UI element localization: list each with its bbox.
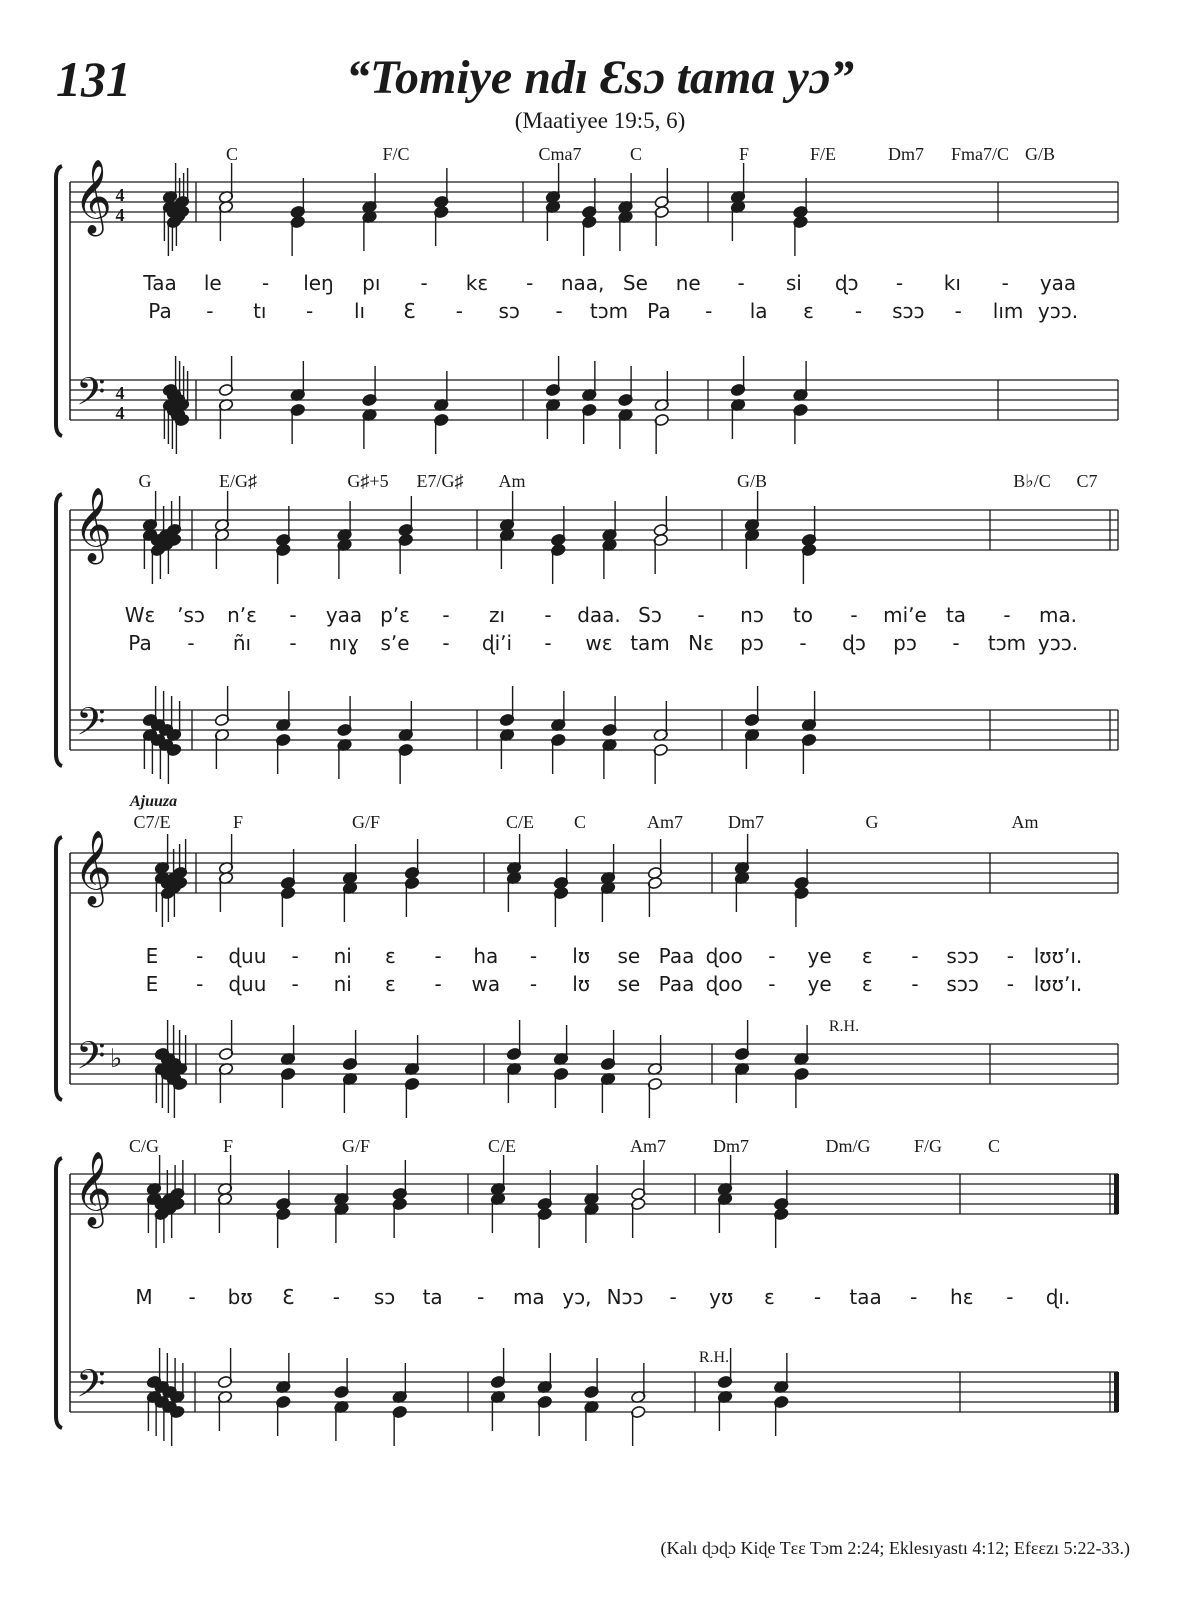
system-1-chord-symbol: F/E bbox=[809, 144, 837, 164]
system-2-verse-2-syllable: Pa bbox=[128, 631, 152, 655]
system-3-tempo-marking: Ajuuza bbox=[130, 793, 178, 810]
system-3-verse-1-syllable: - bbox=[196, 944, 204, 968]
system-2-verse-1-syllable: - bbox=[442, 603, 450, 627]
system-3-verse-1-syllable: - bbox=[434, 944, 442, 968]
system-1-bass-clef: 𝄢 bbox=[76, 369, 106, 423]
system-2-verse-2-syllable: pɔ bbox=[740, 631, 764, 655]
system-4-verse-1-syllable: yʊ bbox=[709, 1285, 734, 1309]
system-1-chord-symbol: C bbox=[629, 144, 643, 164]
system-4-chord-symbol: F/G bbox=[913, 1136, 943, 1156]
system-1-verse-1-syllable: - bbox=[737, 271, 745, 295]
system-2-verse-2-syllable: nıɣ bbox=[328, 631, 360, 655]
system-2-verse-2-syllable: yɔɔ. bbox=[1037, 631, 1079, 655]
system-4-bass-clef: 𝄢 bbox=[76, 1361, 106, 1415]
system-3-verse-1-syllable: ɛ bbox=[861, 944, 873, 968]
system-3-verse-2-syllable: se bbox=[617, 972, 641, 996]
system-3-verse-1-syllable: - bbox=[291, 944, 299, 968]
system-3-chord-symbol: G/F bbox=[351, 812, 381, 832]
system-3-verse-2-syllable: - bbox=[291, 972, 299, 996]
system-2-chord-symbol: B♭/C bbox=[1013, 471, 1051, 491]
system-3-chord-symbol: Am7 bbox=[647, 812, 683, 832]
system-4-verse-1-syllable: - bbox=[1006, 1285, 1014, 1309]
system-1-verse-1-syllable: leŋ bbox=[303, 271, 334, 295]
system-1-verse-2-syllable: tı bbox=[253, 299, 267, 323]
system-3-verse-1-syllable: Paa bbox=[658, 944, 695, 968]
system-2-verse-2-syllable: ɖiʼi bbox=[481, 631, 513, 655]
system-1-bracket bbox=[56, 166, 62, 436]
system-4-chord-symbol: C/E bbox=[487, 1136, 517, 1156]
system-1-bass-time-signature-bottom: 4 bbox=[115, 403, 125, 423]
system-3-verse-2-syllable: E bbox=[145, 972, 159, 996]
system-1-verse-2-syllable: sɔ bbox=[498, 299, 520, 323]
system-1-bass-time-signature-top: 4 bbox=[115, 383, 125, 403]
system-1-verse-2-syllable: - bbox=[954, 299, 962, 323]
system-3-verse-2-syllable: wa bbox=[471, 972, 501, 996]
system-1-verse-1-syllable: kɛ bbox=[465, 271, 489, 295]
system-4-verse-1-syllable: M bbox=[135, 1285, 153, 1309]
system-1-chord-symbol: C bbox=[225, 144, 239, 164]
system-1-verse-2-syllable: - bbox=[306, 299, 314, 323]
system-1-verse-1-syllable: si bbox=[785, 271, 802, 295]
system-4-verse-1-syllable: Nɔɔ bbox=[606, 1285, 644, 1309]
system-1-verse-1-syllable: - bbox=[262, 271, 270, 295]
system-3-verse-1-syllable: ye bbox=[807, 944, 832, 968]
system-4-chord-symbol: Dm7 bbox=[713, 1136, 749, 1156]
system-2-verse-1-syllable: nɔ bbox=[740, 603, 764, 627]
system-1-verse-2-syllable: ɛ bbox=[803, 299, 814, 323]
system-4-verse-1-syllable: sɔ bbox=[373, 1285, 396, 1309]
system-3-verse-2-syllable: - bbox=[434, 972, 442, 996]
system-4-chord-symbol: Am7 bbox=[630, 1136, 666, 1156]
system-1-verse-2-syllable: Ɛ bbox=[403, 299, 416, 323]
system-1-verse-1-syllable: - bbox=[420, 271, 428, 295]
system-4-verse-1-syllable: - bbox=[332, 1285, 341, 1309]
system-2-verse-2-syllable: wɛ bbox=[585, 631, 613, 655]
system-3-verse-2-syllable: lʊʊʼı. bbox=[1033, 972, 1083, 996]
system-2-chord-symbol: E7/G♯ bbox=[416, 471, 464, 491]
system-2-verse-1-syllable: - bbox=[1003, 603, 1011, 627]
system-4-verse-1-syllable: yɔ, bbox=[562, 1285, 592, 1309]
system-1-verse-1-syllable: kı bbox=[943, 271, 961, 295]
system-4-verse-1-syllable: - bbox=[669, 1285, 677, 1309]
system-2-verse-1-syllable: - bbox=[289, 603, 297, 627]
system-1-treble-time-signature-bottom: 4 bbox=[115, 205, 125, 225]
system-1-verse-1-syllable: Se bbox=[622, 271, 648, 295]
system-2-bracket bbox=[56, 494, 62, 766]
system-3-treble-clef: 𝄞 bbox=[74, 831, 112, 905]
system-2-verse-2-syllable: tam bbox=[630, 631, 670, 655]
system-3-chord-symbol: Dm7 bbox=[728, 812, 764, 832]
system-3-verse-2-syllable: lʊ bbox=[572, 972, 591, 996]
system-2-verse-2-syllable: ɖɔ bbox=[842, 631, 866, 655]
system-3-verse-1-syllable: sɔɔ bbox=[946, 944, 979, 968]
system-4-verse-1-syllable: ta bbox=[422, 1285, 443, 1309]
system-3-verse-1-syllable: - bbox=[1006, 944, 1014, 968]
system-1-verse-1-syllable: ɖɔ bbox=[834, 271, 859, 295]
system-4-treble-final-bar bbox=[1114, 1174, 1119, 1214]
system-3-chord-symbol: C7/E bbox=[133, 812, 171, 832]
system-4-right-hand-mark: R.H. bbox=[698, 1349, 730, 1366]
system-4-chord-symbol: C/G bbox=[128, 1136, 160, 1156]
system-3-verse-2-syllable: ni bbox=[333, 972, 352, 996]
system-3-verse-2-syllable: - bbox=[196, 972, 204, 996]
system-3-verse-2-syllable: - bbox=[1006, 972, 1014, 996]
system-2-verse-1-syllable: to bbox=[792, 603, 814, 627]
system-2-chord-symbol: G/B bbox=[736, 471, 768, 491]
system-3-verse-2-syllable: sɔɔ bbox=[946, 972, 979, 996]
system-3-bass-flat-accidental: ♭ bbox=[110, 1044, 123, 1074]
system-1-verse-2-syllable: - bbox=[206, 299, 214, 323]
system-2-verse-2-syllable: Nɛ bbox=[688, 631, 714, 655]
system-2-verse-1-syllable: Sɔ bbox=[638, 603, 662, 627]
system-3-verse-2-syllable: ye bbox=[807, 972, 832, 996]
system-1-verse-1-syllable: - bbox=[526, 271, 534, 295]
system-1-chord-symbol: G/B bbox=[1024, 144, 1056, 164]
hymn-number: 131 bbox=[56, 51, 131, 107]
system-3-verse-2-syllable: ɖoo bbox=[705, 972, 743, 996]
system-1-verse-2-syllable: lı bbox=[353, 299, 366, 323]
system-1-treble-time-signature-top: 4 bbox=[115, 185, 125, 205]
system-4-verse-1-syllable: - bbox=[188, 1285, 196, 1309]
system-3-verse-1-syllable: lʊ bbox=[572, 944, 591, 968]
system-1-verse-1-syllable: yaa bbox=[1039, 271, 1077, 295]
system-4-chord-symbol: C bbox=[987, 1136, 1001, 1156]
system-1-verse-2-syllable: lım bbox=[992, 299, 1024, 323]
system-2-verse-1-syllable: nʼɛ bbox=[227, 603, 257, 627]
system-2-verse-1-syllable: ʼsɔ bbox=[177, 603, 205, 627]
system-1-verse-1-syllable: - bbox=[1001, 271, 1009, 295]
footnote-references: (Kalı ɖɔɖɔ Kiɖe Tɛɛ Tɔm 2:24; Eklesıyastı 4:12; Efɛɛzı 5:22-33.) bbox=[660, 1538, 1130, 1558]
system-2-treble-clef: 𝄞 bbox=[74, 488, 112, 562]
system-1-verse-1-syllable: naa, bbox=[560, 271, 605, 295]
system-2-verse-1-syllable: zı bbox=[488, 603, 506, 627]
system-1-verse-2-syllable: - bbox=[455, 299, 463, 323]
system-1-chord-symbol: Fma7/C bbox=[950, 144, 1010, 164]
system-3-verse-1-syllable: - bbox=[911, 944, 919, 968]
system-4-verse-1-syllable: - bbox=[910, 1285, 918, 1309]
system-3-chord-symbol: C bbox=[573, 812, 587, 832]
system-2-verse-1-syllable: - bbox=[850, 603, 858, 627]
system-3-verse-2-syllable: ɖuu bbox=[228, 972, 267, 996]
system-4-verse-1-syllable: hɛ bbox=[950, 1285, 974, 1309]
system-2-verse-2-syllable: - bbox=[187, 631, 195, 655]
system-4-bass-final-bar bbox=[1114, 1372, 1119, 1412]
system-4-chord-symbol: Dm/G bbox=[825, 1136, 871, 1156]
system-1-verse-1-syllable: pı bbox=[362, 271, 381, 295]
system-4-bracket bbox=[56, 1158, 62, 1428]
system-2-verse-2-syllable: - bbox=[799, 631, 807, 655]
system-2-verse-1-syllable: yaa bbox=[325, 603, 363, 627]
system-2-chord-symbol: G bbox=[138, 471, 152, 491]
system-1-chord-symbol: Dm7 bbox=[888, 144, 924, 164]
system-1-verse-2-syllable: - bbox=[555, 299, 563, 323]
system-2-verse-2-syllable: - bbox=[289, 631, 297, 655]
system-2-verse-1-syllable: - bbox=[544, 603, 552, 627]
system-1-verse-2-syllable: - bbox=[705, 299, 713, 323]
system-1-verse-1-syllable: Taa bbox=[143, 271, 177, 295]
system-2-verse-2-syllable: ñı bbox=[232, 631, 252, 655]
system-2-verse-2-syllable: pɔ bbox=[893, 631, 917, 655]
system-4-treble-clef: 𝄞 bbox=[74, 1152, 112, 1226]
system-2-verse-2-syllable: - bbox=[544, 631, 552, 655]
system-1-treble-clef: 𝄞 bbox=[74, 160, 112, 234]
system-2-verse-1-syllable: Wɛ bbox=[124, 603, 156, 627]
system-3-verse-1-syllable: ɛ bbox=[385, 944, 396, 968]
system-1-verse-1-syllable: ne bbox=[675, 271, 701, 295]
system-3-bass-clef: 𝄢 bbox=[76, 1033, 106, 1087]
system-4-chord-symbol: F bbox=[222, 1136, 234, 1156]
system-3-verse-1-syllable: ɖuu bbox=[228, 944, 267, 968]
system-3-verse-1-syllable: ni bbox=[333, 944, 352, 968]
system-1-verse-2-syllable: Pa bbox=[647, 299, 671, 323]
system-2-chord-symbol: Am bbox=[498, 471, 526, 491]
system-3-verse-2-syllable: Paa bbox=[658, 972, 695, 996]
system-2-bass-clef: 𝄢 bbox=[76, 699, 106, 753]
system-3-verse-1-syllable: ha bbox=[473, 944, 499, 968]
system-4-verse-1-syllable: ma bbox=[512, 1285, 545, 1309]
system-1-verse-2-syllable: tɔm bbox=[589, 299, 629, 323]
system-3-right-hand-mark: R.H. bbox=[828, 1018, 860, 1035]
system-1-verse-1-syllable: le bbox=[203, 271, 222, 295]
system-3-verse-1-syllable: - bbox=[529, 944, 538, 968]
system-3-chord-symbol: F bbox=[232, 812, 244, 832]
system-2-verse-2-syllable: tɔm bbox=[987, 631, 1027, 655]
system-1-verse-2-syllable: la bbox=[749, 299, 768, 323]
system-2-chord-symbol: C7 bbox=[1076, 471, 1098, 491]
system-4-verse-1-syllable: ɛ bbox=[763, 1285, 775, 1309]
system-1-verse-1-syllable: - bbox=[895, 271, 904, 295]
system-4-verse-1-syllable: bʊ bbox=[227, 1285, 253, 1309]
system-2-verse-2-syllable: - bbox=[442, 631, 450, 655]
system-1-verse-2-syllable: yɔɔ. bbox=[1037, 299, 1079, 323]
system-4-verse-1-syllable: - bbox=[477, 1285, 485, 1309]
system-3-verse-2-syllable: - bbox=[768, 972, 776, 996]
system-4-verse-1-syllable: taa bbox=[849, 1285, 882, 1309]
system-1-chord-symbol: F bbox=[738, 144, 750, 164]
system-2-verse-1-syllable: ta bbox=[945, 603, 967, 627]
system-3-verse-1-syllable: - bbox=[768, 944, 776, 968]
system-1-verse-2-syllable: - bbox=[854, 299, 863, 323]
system-3-verse-1-syllable: E bbox=[145, 944, 159, 968]
system-3-verse-2-syllable: - bbox=[529, 972, 538, 996]
system-4-verse-1-syllable: ɖı. bbox=[1045, 1285, 1071, 1309]
system-2-chord-symbol: E/G♯ bbox=[219, 471, 257, 491]
system-1-verse-2-syllable: Pa bbox=[148, 299, 172, 323]
system-4-chord-symbol: G/F bbox=[341, 1136, 371, 1156]
system-2-verse-1-syllable: miʼe bbox=[883, 603, 927, 627]
system-2-verse-2-syllable: - bbox=[952, 631, 960, 655]
system-2-verse-1-syllable: pʼɛ bbox=[380, 603, 410, 627]
scripture-reference: (Maatiyee 19:5, 6) bbox=[514, 108, 686, 133]
system-3-chord-symbol: Am bbox=[1011, 812, 1039, 832]
system-3-verse-2-syllable: - bbox=[911, 972, 919, 996]
system-3-chord-symbol: G bbox=[865, 812, 879, 832]
system-2-verse-1-syllable: ma. bbox=[1038, 603, 1078, 627]
system-3-chord-symbol: C/E bbox=[505, 812, 535, 832]
system-2-verse-1-syllable: - bbox=[697, 603, 705, 627]
system-3-bracket bbox=[56, 837, 62, 1100]
system-3-verse-2-syllable: ɛ bbox=[861, 972, 873, 996]
system-4-verse-1-syllable: Ɛ bbox=[282, 1285, 295, 1309]
system-1-chord-symbol: Cma7 bbox=[538, 144, 582, 164]
system-2-chord-symbol: G♯+5 bbox=[347, 471, 389, 491]
system-3-verse-1-syllable: lʊʊʼı. bbox=[1033, 944, 1083, 968]
system-4-verse-1-syllable: - bbox=[813, 1285, 822, 1309]
system-1-chord-symbol: F/C bbox=[382, 144, 410, 164]
system-2-verse-1-syllable: daa. bbox=[577, 603, 621, 627]
hymn-title: “Tomiye ndı Ɛsɔ tama yɔ” bbox=[346, 51, 854, 104]
system-1-verse-2-syllable: sɔɔ bbox=[892, 299, 925, 323]
system-3-verse-1-syllable: ɖoo bbox=[705, 944, 743, 968]
system-3-verse-1-syllable: se bbox=[617, 944, 641, 968]
system-2-verse-2-syllable: sʼe bbox=[380, 631, 410, 655]
system-3-verse-2-syllable: ɛ bbox=[385, 972, 396, 996]
